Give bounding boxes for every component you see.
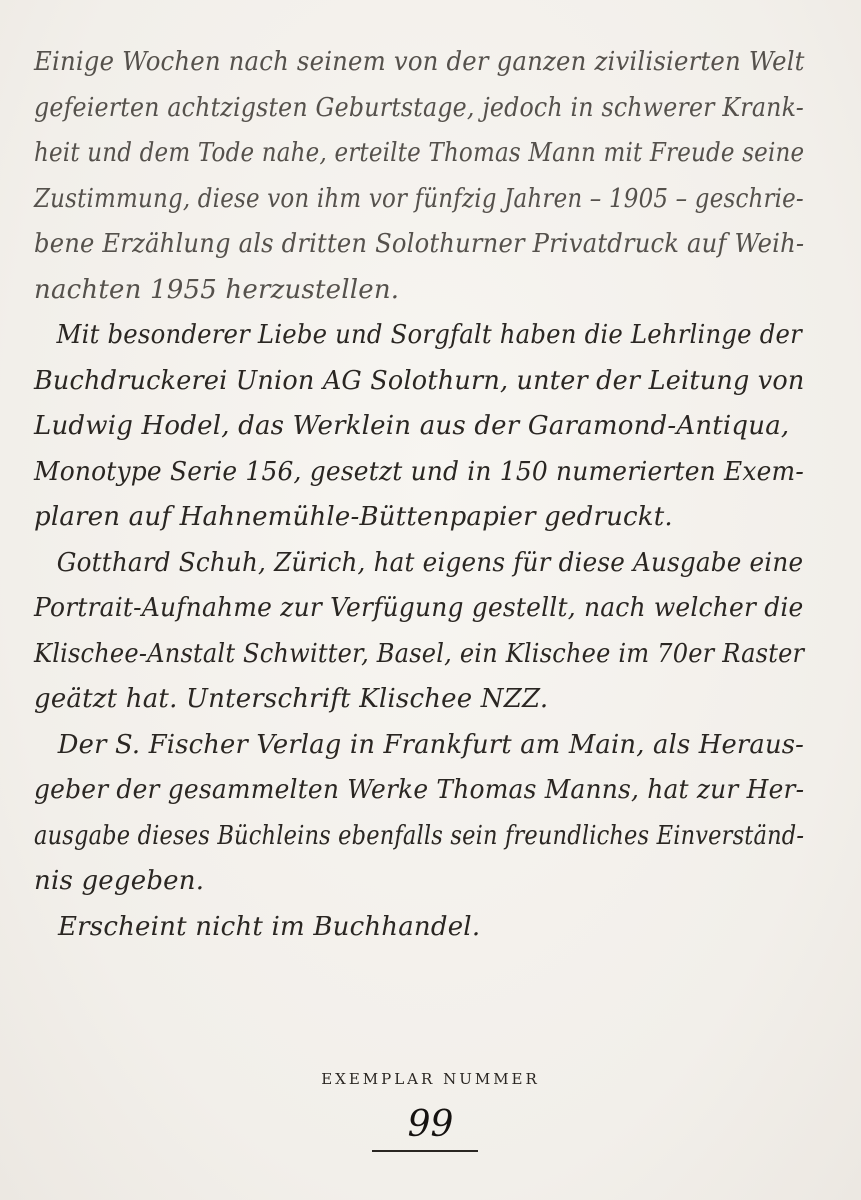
exemplar-label: EXEMPLAR NUMMER — [321, 1070, 540, 1088]
text-line: Erscheint nicht im Buchhandel. — [58, 911, 481, 942]
colophon-text — [34, 40, 804, 950]
text-line: Mit besonderer Liebe und Sorgfalt haben die Lehrlinge der — [56, 320, 802, 350]
text-line: heit und dem Tode nahe, erteilte Thomas Mann mit Freude seine — [34, 138, 805, 168]
text-line: Klischee-Anstalt Schwitter, Basel, ein Klischee im 70er Raster — [34, 638, 805, 669]
text-line: geätzt hat. Unterschrift Klischee NZZ. — [34, 684, 549, 714]
paragraph-5 — [34, 905, 804, 951]
text-line: Gotthard Schuh, Zürich, hat eigens für diese Ausgabe eine — [56, 547, 804, 578]
text-line: Buchdruckerei Union AG Solothurn, unter der Leitung von — [34, 365, 805, 396]
exemplar-number: 99 — [407, 1104, 454, 1145]
text-line: ausgabe dieses Büchleins ebenfalls sein freundliches Einverständ- — [34, 820, 805, 851]
number-underline — [372, 1150, 478, 1152]
paragraph-2 — [34, 313, 804, 541]
text-line: plaren auf Hahnemühle-Büttenpapier gedruckt. — [34, 502, 673, 532]
text-line: Portrait-Aufnahme zur Verfügung gestellt, nach welcher die — [34, 593, 804, 623]
text-line: nachten 1955 herzustellen. — [34, 274, 400, 305]
text-line: Der S. Fischer Verlag in Frankfurt am Main, als Heraus- — [57, 729, 805, 760]
paragraph-4 — [34, 723, 804, 905]
text-line: geber der gesammelten Werke Thomas Manns, hat zur Her- — [34, 775, 805, 805]
paragraph-3 — [34, 541, 804, 723]
text-line: gefeierten achtzigsten Geburtstage, jedoch in schwerer Krank- — [34, 92, 804, 123]
text-line: Monotype Serie 156, gesetzt und in 150 numerierten Exem- — [34, 456, 804, 487]
text-line: nis gegeben. — [34, 866, 205, 896]
text-line: Ludwig Hodel, das Werklein aus der Garamond-Antiqua, — [34, 411, 790, 441]
text-line: Zustimmung, diese von ihm vor fünfzig Jahren – 1905 – geschrie- — [34, 183, 804, 214]
paragraph-1 — [34, 40, 804, 313]
text-line: bene Erzählung als dritten Solothurner Privatdruck auf Weih- — [34, 229, 805, 259]
text-line: Einige Wochen nach seinem von der ganzen zivilisierten Welt — [34, 47, 805, 77]
